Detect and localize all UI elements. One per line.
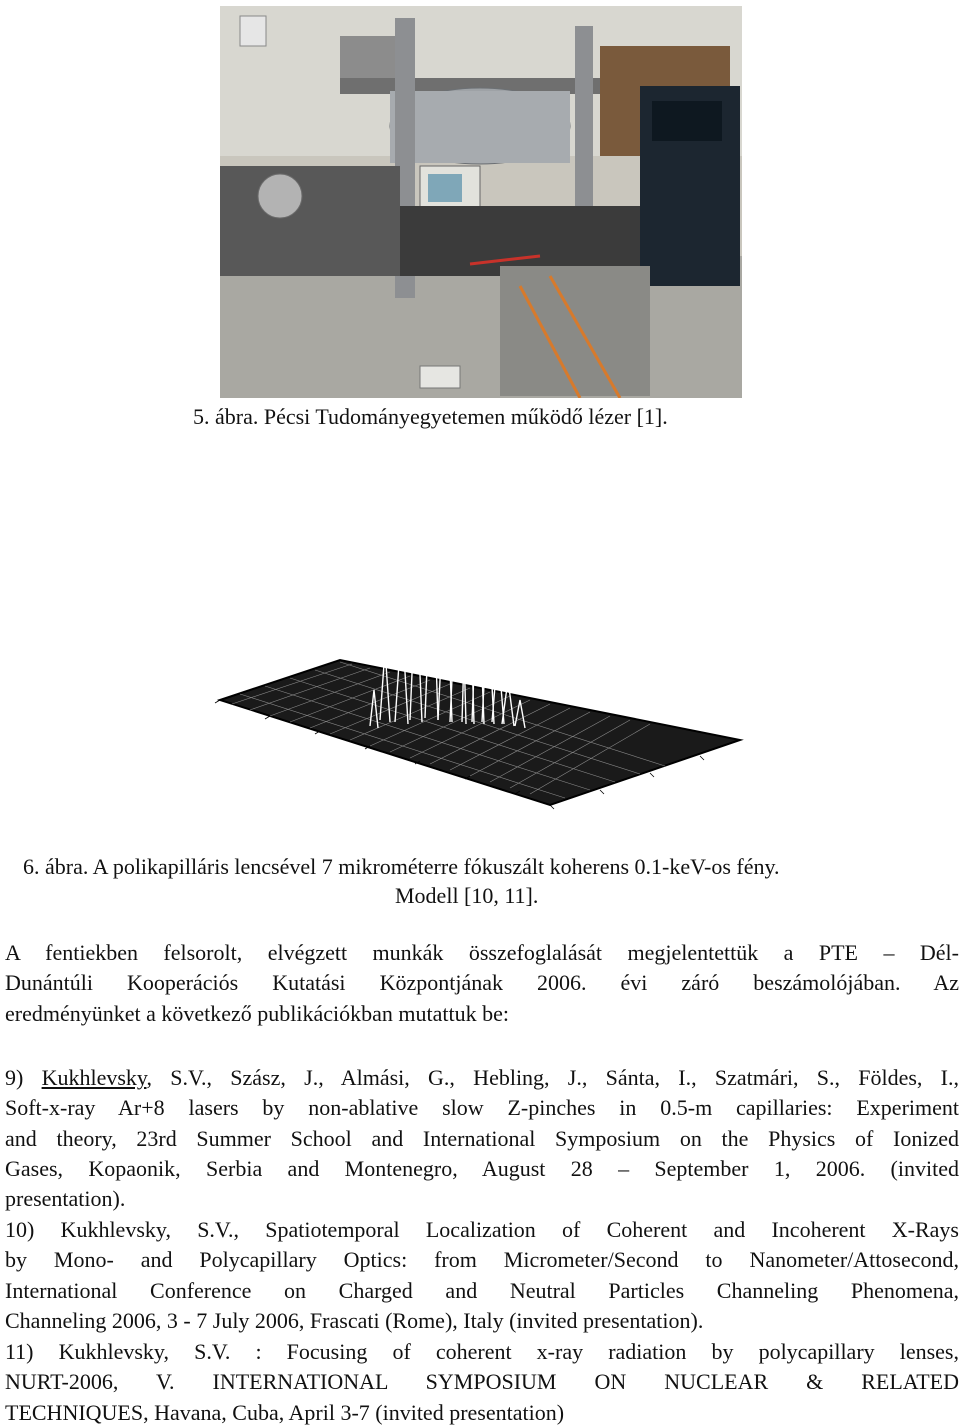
figure-5-caption: 5. ábra. Pécsi Tudományegyetemen működő lézer [1]. [193,404,668,429]
intro-paragraph [5,938,959,1029]
reference-11 [5,1337,959,1428]
reference-9-line-3: and theory, 23rd Summer School and International Symposium on the Physics of Ionized [5,1125,959,1151]
reference-9-author: Kukhlevsky [41,1065,147,1090]
reference-10-line-2: by Mono- and Polycapillary Optics: from Micrometer/Second to Nanometer/Attosecond, [5,1247,959,1273]
figure-6-caption-line2: Modell [10, 11]. [395,883,539,908]
reference-9-line-2: Soft-x-ray Ar+8 lasers by non-ablative slow Z-pinches in 0.5-m capillaries: Experiment [5,1095,959,1121]
reference-9-line-5: presentation). [5,1186,126,1212]
reference-9-authors-rest: , S.V., Szász, J., Almási, G., Hebling, J., Sánta, I., Szatmári, S., Földes, I., [146,1065,960,1090]
figure-6-caption-line1: 6. ábra. A polikapilláris lencsével 7 mikrométerre fókuszált koherens 0.1-keV-os fény. [23,854,780,879]
focused-beam-3d-plot [210,500,750,810]
reference-11-line-3: TECHNIQUES, Havana, Cuba, April 3-7 (invited presentation) [5,1399,565,1425]
reference-10-line-3: International Conference on Charged and Neutral Particles Channeling Phenomena, [5,1277,959,1303]
reference-10-line-1: 10) Kukhlevsky, S.V., Spatiotemporal Localization of Coherent and Incoherent X-Rays [5,1217,959,1242]
intro-line-2: Dunántúli Kooperációs Kutatási Központjának 2006. évi záró beszámolójában. Az [5,970,959,996]
intro-line-1: A fentiekben felsorolt, elvégzett munkák összefoglalását megjelentettük a PTE – Dél- [5,940,959,965]
reference-9-number: 9) [5,1065,24,1090]
reference-10 [5,1215,959,1336]
reference-11-line-1: 11) Kukhlevsky, S.V. : Focusing of coherent x-ray radiation by polycapillary lenses, [5,1339,959,1364]
reference-11-line-2: NURT-2006, V. INTERNATIONAL SYMPOSIUM ON NUCLEAR & RELATED [5,1369,959,1395]
surface-plot-illustration [210,500,750,810]
reference-9-line-1 [5,1063,959,1093]
intro-line-3: eredményünket a következő publikációkban mutattuk be: [5,1000,510,1026]
laser-lab-illustration [220,6,742,398]
reference-10-line-4: Channeling 2006, 3 - 7 July 2006, Frascati (Rome), Italy (invited presentation). [5,1307,704,1333]
reference-9-line-4: Gases, Kopaonik, Serbia and Montenegro, August 28 – September 1, 2006. (invited [5,1155,959,1181]
laser-lab-photo [220,6,742,398]
reference-9 [5,1063,959,1214]
